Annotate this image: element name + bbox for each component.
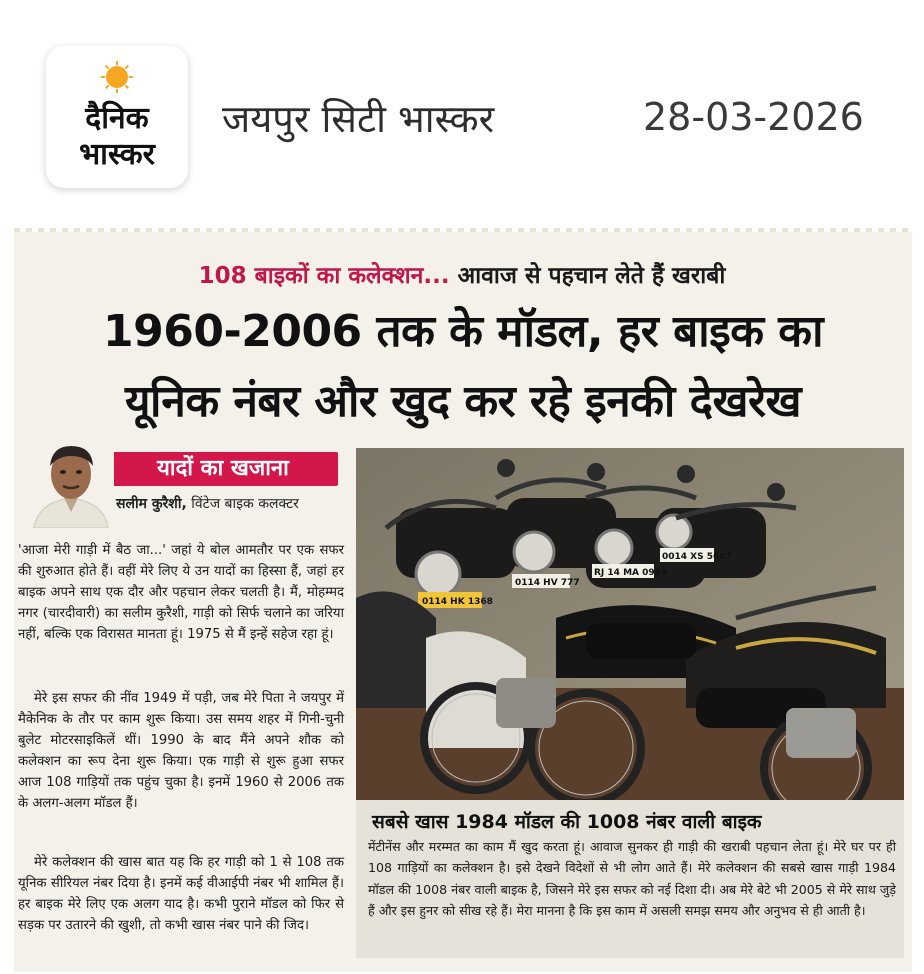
plate-1: 0114 HK 1368 — [422, 597, 493, 607]
edition-title: जयपुर सिटी भास्कर — [222, 97, 495, 141]
logo-line-1: दैनिक — [85, 101, 149, 136]
photo-illustration — [356, 448, 904, 800]
article-paragraph-2: मेरे इस सफर की नींव 1949 में पड़ी, जब मेरे पिता ने जयपुर में मैकेनिक के तौर पर काम शुरू किया। उस समय शहर में गिनी-चुनी बुलेट मोटरसाइकिलें थीं। 1990 के बाद मैंने अपने शौक को कलेक्शन का रूप देना शुरू किया। एक गाड़ी से शुरू हुआ सफर आज 108 गाड़ियों तक पहुंच चुका है। इनमें 1960 से 2006 तक के अलग-अलग मॉडल हैं। — [18, 691, 344, 811]
plate-2: 0114 HV 777 — [515, 578, 580, 588]
column-title-banner: यादों का खजाना — [108, 452, 338, 486]
article-paragraph-3: मेरे कलेक्शन की खास बात यह कि हर गाड़ी को 1 से 108 तक यूनिक सीरियल नंबर दिया है। इनमें कई वीआईपी नंबर भी शामिल हैं। हर बाइक मेरे लिए एक अलग याद है। कभी पुराने मॉडल को फिर से सड़क पर उतारने की खुशी, तो कभी खास नंबर पाने की जिद। — [18, 855, 344, 933]
headline-line-2: यूनिक नंबर और खुद कर रहे इनकी देखरेख — [125, 376, 801, 427]
kicker-text: आवाज से पहचान लेते हैं खराबी — [457, 263, 726, 289]
edition-date: 28-03-2026 — [643, 95, 864, 139]
kicker-highlight: 108 बाइकों का कलेक्शन... — [198, 263, 450, 289]
article-paragraph-1: 'आजा मेरी गाड़ी में बैठ जा...' जहां ये बोल आमतौर पर एक सफर की शुरुआत होते हैं। वहीं मेरे लिए ये उन यादों का हिस्सा हैं, जहां हर बाइक अपने साथ एक दौर और पहचान लेकर चलती है। मैं, मोहम्मद नगर (चारदीवारी) का सलीम कुरैशी, गाड़ी को सिर्फ चलाने का जरिया नहीं, बल्कि एक विरासत मानता हूं। 1975 से मैं इन्हें सहेज रहा हूं। — [18, 543, 344, 642]
author-name: सलीम कुरैशी, — [116, 496, 187, 512]
article-kicker — [0, 258, 924, 290]
author-role: विंटेज बाइक कलक्टर — [191, 496, 299, 512]
motorcycle-collection-photo — [356, 448, 904, 800]
plate-4: 0014 XS 5687 — [662, 552, 732, 562]
author-avatar — [28, 436, 114, 528]
sun-icon — [100, 60, 134, 94]
headline-line-1: 1960-2006 तक के मॉडल, हर बाइक का — [102, 306, 824, 357]
author-byline — [116, 494, 299, 513]
photo-caption-title: सबसे खास 1984 मॉडल की 1008 नंबर वाली बाइक — [372, 811, 762, 833]
photo-caption-body: मेंटीनेंस और मरम्मत का काम मैं खुद करता हूं। आवाज सुनकर ही गाड़ी की खराबी पहचान लेता हूं। मेरे घर पर ही 108 गाड़ियों का कलेक्शन है। इसे देखने विदेशों से भी लोग आते हैं। मेरे कलेक्शन की सबसे खास गाड़ी 1984 मॉडल की 1008 नंबर वाली बाइक है, जिसने मेरे इस सफर को नई दिशा दी। अब मेरे बेटे भी 2005 से मेरे साथ जुड़े हैं और इस हुनर को सीख रहे हैं। मेरा मानना है कि इस काम में असली समझ समय और अनुभव से ही आती है। — [368, 839, 896, 919]
plate-3: RJ 14 MA 0999 — [594, 568, 668, 578]
logo-line-2: भास्कर — [79, 137, 155, 172]
dainik-bhaskar-logo[interactable] — [46, 46, 188, 188]
